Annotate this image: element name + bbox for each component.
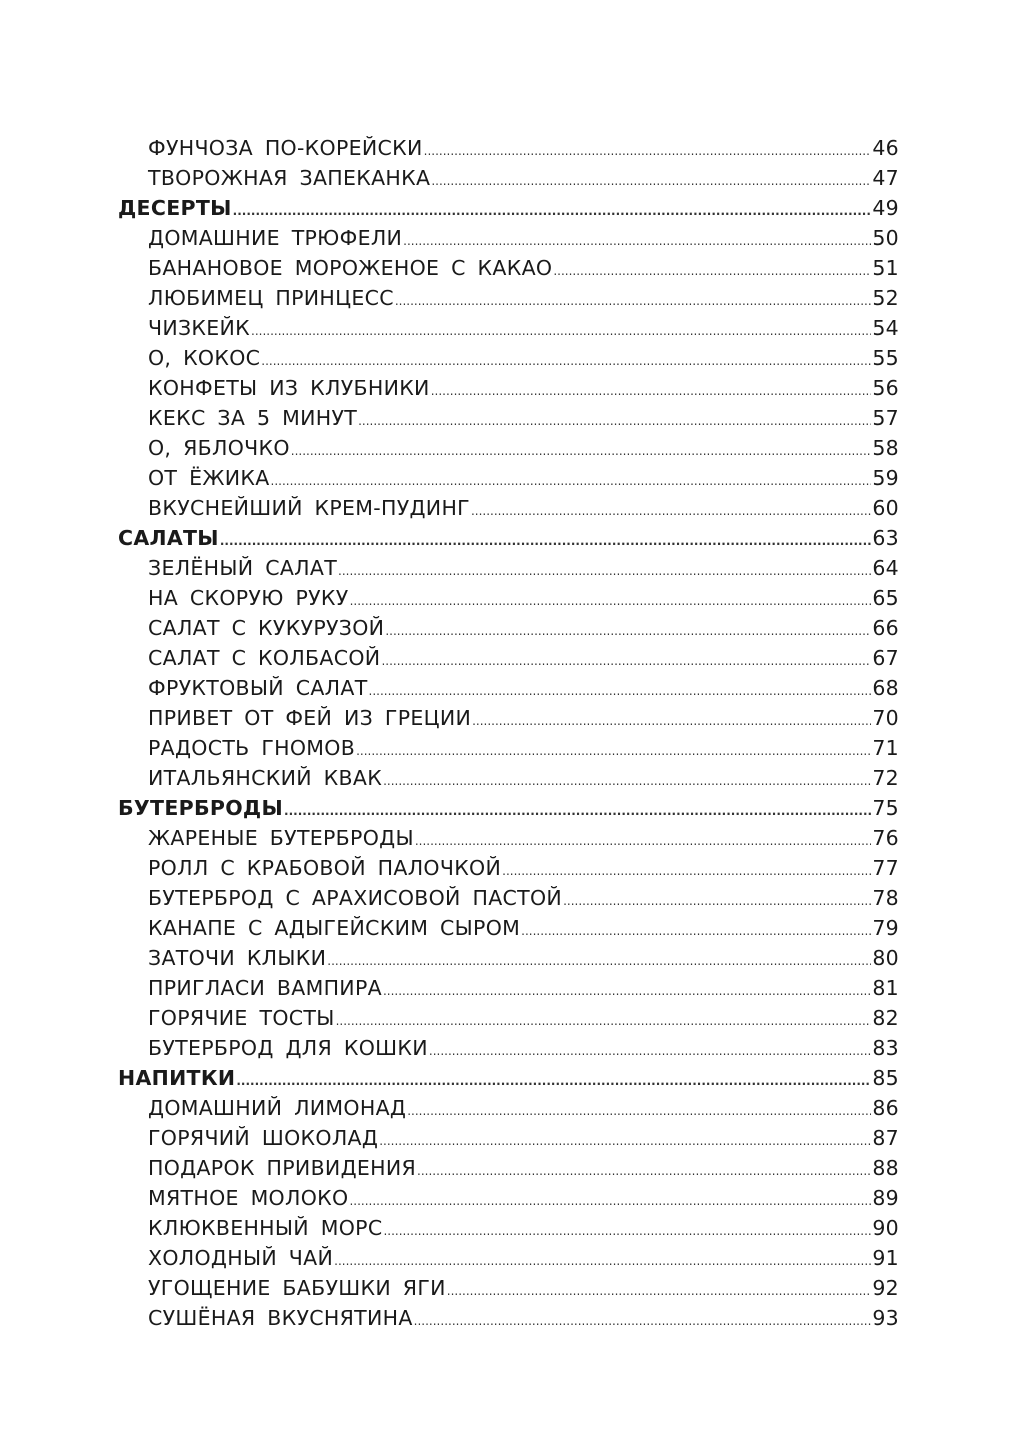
toc-section-heading[interactable]	[118, 1063, 899, 1093]
toc-entry-title: ГОРЯЧИЙ ШОКОЛАД	[148, 1126, 379, 1150]
dot-leader	[553, 256, 871, 286]
toc-entry[interactable]	[118, 643, 899, 673]
toc-entry-title: БУТЕРБРОД С АРАХИСОВОЙ ПАСТОЙ	[148, 886, 563, 910]
toc-entry-page-number: 47	[872, 166, 899, 190]
dot-leader	[349, 1186, 871, 1216]
toc-entry[interactable]	[118, 973, 899, 1003]
toc-entry-title: ДОМАШНИЙ ЛИМОНАД	[148, 1096, 407, 1120]
toc-entry-title: ПОДАРОК ПРИВИДЕНИЯ	[148, 1156, 417, 1180]
toc-entry-title: ЖАРЕНЫЕ БУТЕРБРОДЫ	[148, 826, 414, 850]
dot-leader	[327, 946, 871, 976]
toc-entry-page-number: 79	[872, 916, 899, 940]
toc-entry-page-number: 87	[872, 1126, 899, 1150]
toc-entry-page-number: 77	[872, 856, 899, 880]
toc-entry-page-number: 93	[872, 1306, 899, 1330]
dot-leader	[369, 676, 872, 706]
toc-entry-title: СУШЁНАЯ ВКУСНЯТИНА	[148, 1306, 413, 1330]
dot-leader	[414, 1306, 872, 1336]
toc-entry[interactable]	[118, 373, 899, 403]
toc-entry[interactable]	[118, 1213, 899, 1243]
toc-entry-title: ЗЕЛЁНЫЙ САЛАТ	[148, 556, 338, 580]
toc-entry-page-number: 75	[872, 796, 899, 820]
toc-entry-title: БУТЕРБРОД ДЛЯ КОШКИ	[148, 1036, 428, 1060]
toc-entry-page-number: 86	[872, 1096, 899, 1120]
toc-entry-page-number: 72	[872, 766, 899, 790]
toc-entry-page-number: 85	[872, 1066, 899, 1090]
toc-entry[interactable]	[118, 943, 899, 973]
toc-entry-page-number: 59	[872, 466, 899, 490]
toc-entry[interactable]	[118, 1153, 899, 1183]
toc-entry[interactable]	[118, 703, 899, 733]
toc-entry-title: ДОМАШНИЕ ТРЮФЕЛИ	[148, 226, 403, 250]
dot-leader	[356, 736, 871, 766]
dot-leader	[383, 766, 871, 796]
toc-entry-title: О, КОКОС	[148, 346, 261, 370]
toc-entry-page-number: 92	[872, 1276, 899, 1300]
toc-entry-title: ФУНЧОЗА ПО-КОРЕЙСКИ	[148, 136, 423, 160]
dot-leader	[358, 406, 871, 436]
toc-entry-page-number: 60	[872, 496, 899, 520]
dot-leader	[350, 586, 872, 616]
toc-entry[interactable]	[118, 823, 899, 853]
toc-entry-title: НА СКОРУЮ РУКУ	[148, 586, 349, 610]
toc-entry[interactable]	[118, 253, 899, 283]
dot-leader	[431, 166, 871, 196]
toc-entry-title: ВКУСНЕЙШИЙ КРЕМ-ПУДИНГ	[148, 496, 470, 520]
toc-entry[interactable]	[118, 673, 899, 703]
dot-leader	[417, 1156, 871, 1186]
dot-leader	[271, 466, 872, 496]
toc-entry-title: ПРИГЛАСИ ВАМПИРА	[148, 976, 382, 1000]
toc-entry-page-number: 78	[872, 886, 899, 910]
dot-leader	[407, 1096, 871, 1126]
toc-entry-title: ТВОРОЖНАЯ ЗАПЕКАНКА	[148, 166, 431, 190]
toc-entry-title: ОТ ЁЖИКА	[148, 466, 270, 490]
toc-entry-title: ЗАТОЧИ КЛЫКИ	[148, 946, 327, 970]
toc-entry-title: КОНФЕТЫ ИЗ КЛУБНИКИ	[148, 376, 430, 400]
dot-leader	[563, 886, 871, 916]
dot-leader	[395, 286, 871, 316]
toc-entry-page-number: 91	[872, 1246, 899, 1270]
toc-entry-page-number: 71	[872, 736, 899, 760]
dot-leader	[220, 526, 871, 556]
toc-entry-title: НАПИТКИ	[118, 1066, 236, 1090]
toc-entry[interactable]	[118, 313, 899, 343]
toc-entry-title: КАНАПЕ С АДЫГЕЙСКИМ СЫРОМ	[148, 916, 521, 940]
toc-entry-title: ДЕСЕРТЫ	[118, 196, 232, 220]
dot-leader	[334, 1246, 871, 1276]
toc-entry-title: САЛАТ С КУКУРУЗОЙ	[148, 616, 385, 640]
dot-leader	[472, 706, 871, 736]
toc-entry-title: ЛЮБИМЕЦ ПРИНЦЕСС	[148, 286, 394, 310]
toc-entry-page-number: 46	[872, 136, 899, 160]
toc-entry-page-number: 90	[872, 1216, 899, 1240]
toc-entry-title: ЧИЗКЕЙК	[148, 316, 251, 340]
dot-leader	[403, 226, 871, 256]
toc-entry-page-number: 49	[872, 196, 899, 220]
toc-entry-page-number: 55	[872, 346, 899, 370]
toc-entry[interactable]	[118, 283, 899, 313]
toc-entry[interactable]	[118, 763, 899, 793]
dot-leader	[291, 436, 872, 466]
toc-entry-title: ИТАЛЬЯНСКИЙ КВАК	[148, 766, 383, 790]
toc-entry-page-number: 56	[872, 376, 899, 400]
toc-entry-page-number: 50	[872, 226, 899, 250]
toc-entry[interactable]	[118, 1033, 899, 1063]
toc-entry-title: БУТЕРБРОДЫ	[118, 796, 284, 820]
dot-leader	[251, 316, 871, 346]
toc-entry-page-number: 63	[872, 526, 899, 550]
toc-entry-title: ХОЛОДНЫЙ ЧАЙ	[148, 1246, 334, 1270]
toc-entry-title: БАНАНОВОЕ МОРОЖЕНОЕ С КАКАО	[148, 256, 553, 280]
toc-entry-title: МЯТНОЕ МОЛОКО	[148, 1186, 349, 1210]
toc-entry[interactable]	[118, 733, 899, 763]
toc-entry-title: ГОРЯЧИЕ ТОСТЫ	[148, 1006, 335, 1030]
toc-entry-page-number: 68	[872, 676, 899, 700]
toc-entry-title: ПРИВЕТ ОТ ФЕЙ ИЗ ГРЕЦИИ	[148, 706, 472, 730]
dot-leader	[471, 496, 871, 526]
toc-entry-page-number: 65	[872, 586, 899, 610]
toc-entry-page-number: 70	[872, 706, 899, 730]
toc-entry-page-number: 54	[872, 316, 899, 340]
toc-entry-page-number: 82	[872, 1006, 899, 1030]
toc-entry-page-number: 89	[872, 1186, 899, 1210]
toc-entry-title: РАДОСТЬ ГНОМОВ	[148, 736, 356, 760]
toc-entry-page-number: 51	[872, 256, 899, 280]
dot-leader	[383, 976, 871, 1006]
toc-entry-page-number: 80	[872, 946, 899, 970]
toc-entry-title: САЛАТ С КОЛБАСОЙ	[148, 646, 381, 670]
toc-entry[interactable]	[118, 163, 899, 193]
toc-entry[interactable]	[118, 403, 899, 433]
toc-entry[interactable]	[118, 1183, 899, 1213]
toc-entry-page-number: 52	[872, 286, 899, 310]
dot-leader	[383, 1216, 871, 1246]
toc-entry[interactable]	[118, 913, 899, 943]
toc-entry-page-number: 81	[872, 976, 899, 1000]
toc-section-heading[interactable]	[118, 193, 899, 223]
toc-entry[interactable]	[118, 853, 899, 883]
toc-entry-page-number: 64	[872, 556, 899, 580]
toc-entry-title: КЕКС ЗА 5 МИНУТ	[148, 406, 358, 430]
dot-leader	[431, 376, 872, 406]
dot-leader	[424, 136, 872, 166]
toc-entry-title: О, ЯБЛОЧКО	[148, 436, 290, 460]
toc-entry[interactable]	[118, 883, 899, 913]
toc-section-heading[interactable]	[118, 793, 899, 823]
dot-leader	[385, 616, 871, 646]
toc-entry[interactable]	[118, 343, 899, 373]
dot-leader	[336, 1006, 872, 1036]
toc-entry[interactable]	[118, 223, 899, 253]
dot-leader	[521, 916, 871, 946]
dot-leader	[379, 1126, 871, 1156]
dot-leader	[502, 856, 871, 886]
toc-entry-page-number: 57	[872, 406, 899, 430]
toc-entry[interactable]	[118, 463, 899, 493]
dot-leader	[381, 646, 871, 676]
toc-entry-page-number: 67	[872, 646, 899, 670]
toc-entry[interactable]	[118, 1303, 899, 1333]
dot-leader	[284, 796, 871, 826]
dot-leader	[338, 556, 871, 586]
table-of-contents	[118, 133, 899, 1333]
toc-entry-page-number: 58	[872, 436, 899, 460]
toc-entry-title: САЛАТЫ	[118, 526, 219, 550]
dot-leader	[429, 1036, 871, 1066]
toc-entry[interactable]	[118, 1003, 899, 1033]
toc-entry[interactable]	[118, 433, 899, 463]
toc-entry-page-number: 88	[872, 1156, 899, 1180]
dot-leader	[447, 1276, 872, 1306]
toc-entry-title: РОЛЛ С КРАБОВОЙ ПАЛОЧКОЙ	[148, 856, 502, 880]
dot-leader	[261, 346, 871, 376]
toc-entry[interactable]	[118, 1243, 899, 1273]
toc-entry-title: ФРУКТОВЫЙ САЛАТ	[148, 676, 368, 700]
toc-entry[interactable]	[118, 1273, 899, 1303]
toc-entry-title: УГОЩЕНИЕ БАБУШКИ ЯГИ	[148, 1276, 446, 1300]
dot-leader	[236, 1066, 871, 1096]
toc-entry[interactable]	[118, 553, 899, 583]
toc-entry-page-number: 76	[872, 826, 899, 850]
toc-entry[interactable]	[118, 583, 899, 613]
toc-entry-page-number: 83	[872, 1036, 899, 1060]
toc-entry[interactable]	[118, 493, 899, 523]
toc-entry[interactable]	[118, 1093, 899, 1123]
toc-entry[interactable]	[118, 613, 899, 643]
dot-leader	[233, 196, 872, 226]
toc-section-heading[interactable]	[118, 523, 899, 553]
toc-entry[interactable]	[118, 133, 899, 163]
toc-entry-title: КЛЮКВЕННЫЙ МОРС	[148, 1216, 383, 1240]
toc-entry[interactable]	[118, 1123, 899, 1153]
dot-leader	[415, 826, 871, 856]
toc-entry-page-number: 66	[872, 616, 899, 640]
